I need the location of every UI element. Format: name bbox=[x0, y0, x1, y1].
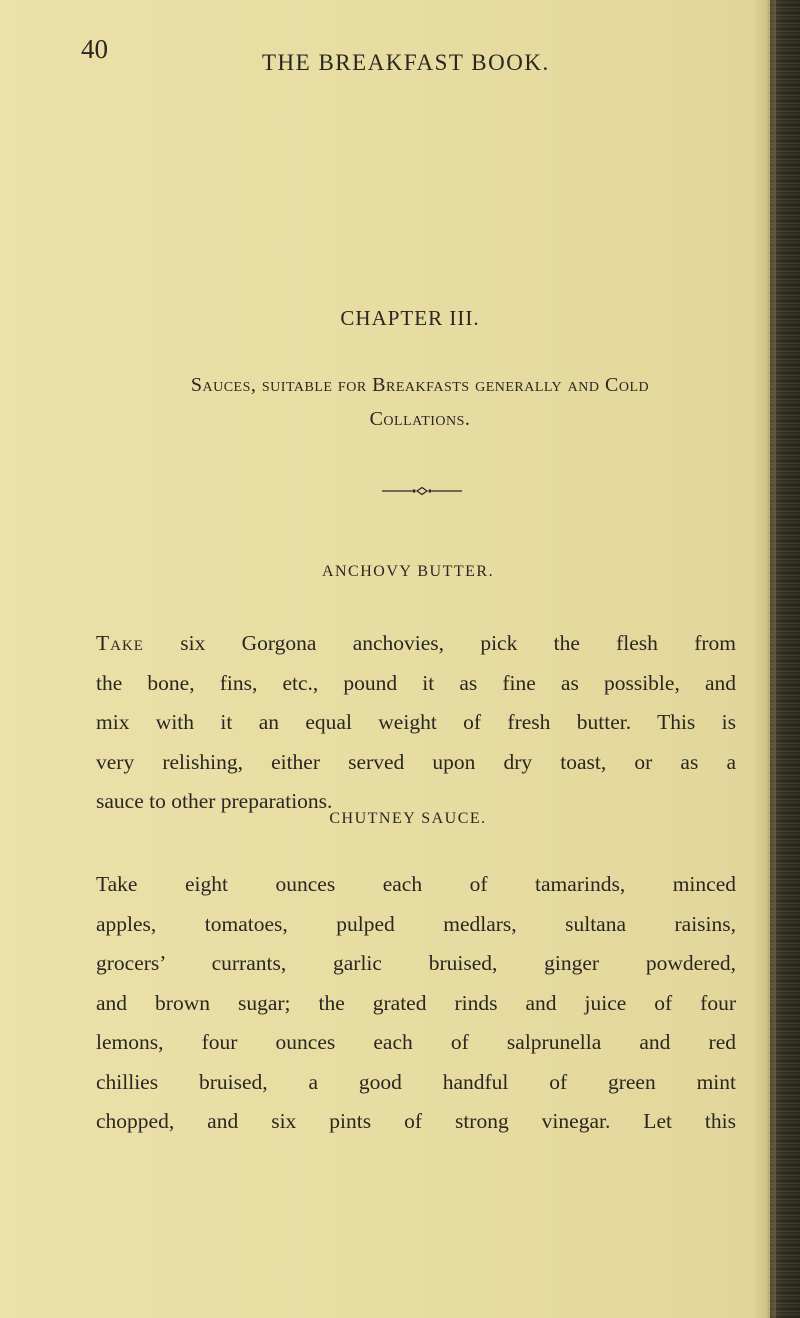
ornament-divider bbox=[382, 486, 462, 496]
paragraph-anchovy-butter bbox=[96, 624, 736, 822]
paragraph-line: Take six Gorgona anchovies, pick the flesh from bbox=[96, 631, 736, 655]
section-heading-anchovy-butter: ANCHOVY BUTTER. bbox=[321, 563, 495, 580]
running-head: THE BREAKFAST BOOK. bbox=[262, 50, 550, 75]
paragraph-line: very relishing, either served upon dry toast, or as a bbox=[96, 749, 736, 774]
paragraph-line: apples, tomatoes, pulped medlars, sultana raisins, bbox=[96, 911, 736, 936]
paragraph-line: and brown sugar; the grated rinds and juice of four bbox=[96, 990, 736, 1015]
drop-word: Take bbox=[96, 631, 144, 655]
chapter-title: CHAPTER III. bbox=[340, 306, 480, 330]
paragraph-line: chillies bruised, a good handful of green mint bbox=[96, 1069, 736, 1094]
chapter-subtitle bbox=[120, 368, 720, 436]
page-edge-fade bbox=[766, 0, 776, 1318]
paragraph-line: sauce to other preparations. bbox=[96, 789, 333, 813]
paragraph-line: grocers’ currants, garlic bruised, ginger powdered, bbox=[96, 951, 736, 975]
section-heading-chutney-sauce: CHUTNEY SAUCE. bbox=[329, 810, 487, 827]
chapter-subtitle-line-2: Collations. bbox=[369, 408, 471, 430]
paragraph-line: the bone, fins, etc., pound it as fine as possible, and bbox=[96, 670, 736, 695]
paragraph-chutney-sauce bbox=[96, 865, 736, 1142]
paragraph-line: chopped, and six pints of strong vinegar. Let this bbox=[96, 1109, 736, 1133]
paragraph-line: lemons, four ounces each of salprunella and red bbox=[96, 1030, 736, 1054]
paragraph-line: mix with it an equal weight of fresh butter. This is bbox=[96, 710, 736, 734]
page-number: 40 bbox=[81, 34, 108, 64]
paragraph-line: Take eight ounces each of tamarinds, minced bbox=[96, 872, 736, 896]
chapter-subtitle-line-1: Sauces, suitable for Breakfasts generally and Cold bbox=[190, 374, 650, 396]
